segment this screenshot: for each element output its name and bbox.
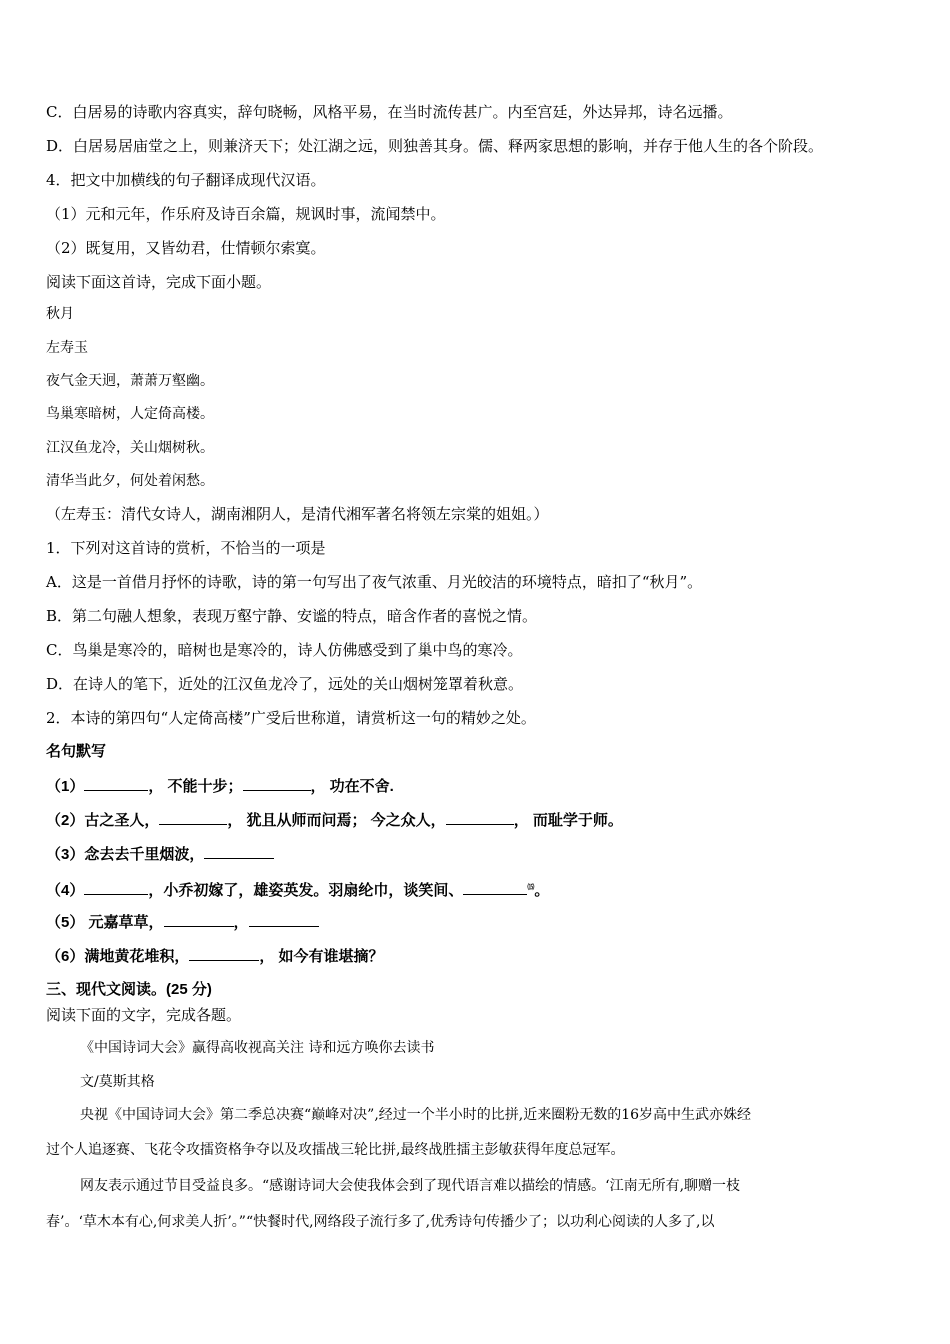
- fill-4-prefix: （4）: [46, 882, 85, 899]
- article-paragraph-2-line-1: 网友表示通过节目受益良多。“感谢诗词大会使我体会到了现代语言难以描绘的情感。‘江南无所有,聊赠一枝: [80, 1178, 741, 1194]
- fill-1-mid: ， 不能十步；: [148, 778, 243, 795]
- fill-blank: [463, 880, 527, 895]
- article-paragraph-1-line-2: 过个人追逐赛、飞花令攻擂资格争夺以及攻擂战三轮比拼,最终战胜擂主彭敏获得年度总冠军。: [46, 1142, 625, 1158]
- fill-4-mid: ，小乔初嫁了，雄姿英发。羽扇纶巾，谈笑间、: [148, 882, 464, 899]
- poem-option-d: D．在诗人的笔下，近处的江汉鱼龙冷了，远处的关山烟树笼罩着秋意。: [46, 675, 524, 693]
- fill-item-5: [46, 912, 319, 933]
- poet-note: （左寿玉：清代女诗人，湖南湘阴人，是清代湘军著名将领左宗棠的姐姐。）: [46, 505, 549, 523]
- fill-blank: [84, 880, 148, 895]
- poem-title: 秋月: [46, 306, 74, 322]
- fill-blank: [84, 776, 148, 791]
- poem-line-2: 鸟巢寒暗树，人定倚高楼。: [46, 406, 214, 422]
- poem-instruction: 阅读下面这首诗，完成下面小题。: [46, 273, 272, 291]
- fill-blank: [164, 912, 234, 927]
- fill-5-mid: ，: [233, 914, 249, 931]
- fill-blank: [159, 810, 227, 825]
- article-paragraph-1-line-1: 央视《中国诗词大会》第二季总决赛“巅峰对决”,经过一个半小时的比拼,近来圈粉无数的16岁高中生武亦姝经: [80, 1107, 752, 1123]
- section-3-instruction: 阅读下面的文字，完成各题。: [46, 1006, 242, 1024]
- poem-author: 左寿玉: [46, 340, 88, 356]
- fill-3-prefix: （3）念去去千里烟波，: [46, 846, 205, 863]
- poem-line-4: 清华当此夕，何处着闲愁。: [46, 473, 214, 489]
- poem-line-1: 夜气金天迥，萧萧万壑幽。: [46, 373, 214, 389]
- fill-5-prefix: （5） 元嘉草草，: [46, 914, 164, 931]
- poem-line-3: 江汉鱼龙冷，关山烟树秋。: [46, 440, 214, 456]
- fill-blank: [249, 912, 319, 927]
- option-c-line: C．白居易的诗歌内容真实，辞句晓畅，风格平易，在当时流传甚广。内至宫廷，外达异邦，诗名远播。: [46, 103, 733, 121]
- footnote-mark: ⒂: [527, 884, 535, 891]
- poem-option-b: B．第二句融人想象，表现万壑宁静、安谧的特点，暗含作者的喜悦之情。: [46, 607, 538, 625]
- fill-4-end: 。: [534, 882, 550, 899]
- article-title: 《中国诗词大会》赢得高收视高关注 诗和远方唤你去读书: [80, 1040, 435, 1056]
- question-4: 4．把文中加横线的句子翻译成现代汉语。: [46, 171, 326, 189]
- fill-1-end: ， 功在不舍.: [310, 778, 394, 795]
- fill-6-end: ， 如今有谁堪摘？: [259, 948, 384, 965]
- fill-2-prefix: （2）古之圣人，: [46, 812, 160, 829]
- fill-item-2: [46, 810, 623, 831]
- section-3-heading: 三、现代文阅读。(25 分): [46, 981, 212, 998]
- poem-option-c: C．鸟巢是寒冷的，暗树也是寒冷的，诗人仿佛感受到了巢中鸟的寒冷。: [46, 641, 523, 659]
- poem-option-a: A．这是一首借月抒怀的诗歌，诗的第一句写出了夜气浓重、月光皎洁的环境特点，暗扣了“秋月”。: [46, 573, 703, 591]
- fill-item-3: [46, 844, 274, 865]
- fill-2-end: ， 而耻学于师。: [513, 812, 623, 829]
- poem-question-1: 1．下列对这首诗的赏析，不恰当的一项是: [46, 539, 326, 557]
- fill-blank: [446, 810, 514, 825]
- question-4-sentence-1: （1）元和元年，作乐府及诗百余篇，规讽时事，流闻禁中。: [46, 205, 446, 223]
- fill-blank: [189, 946, 259, 961]
- fill-blank: [204, 844, 274, 859]
- section-heading: 名句默写: [46, 743, 107, 760]
- fill-1-prefix: （1）: [46, 778, 85, 795]
- option-d-line: D．白居易居庙堂之上，则兼济天下；处江湖之远，则独善其身。儒、释两家思想的影响，并存于他人生的各个阶段。: [46, 137, 824, 155]
- fill-2-mid: ， 犹且从师而问焉； 今之众人，: [227, 812, 446, 829]
- fill-6-prefix: （6）满地黄花堆积，: [46, 948, 190, 965]
- fill-item-1: [46, 776, 394, 797]
- poem-question-2: 2．本诗的第四句“人定倚高楼”广受后世称道，请赏析这一句的精妙之处。: [46, 709, 536, 727]
- question-4-sentence-2: （2）既复用，又皆幼君，仕情顿尔索寞。: [46, 239, 326, 257]
- article-paragraph-2-line-2: 春’。‘草木本有心,何求美人折’。”“快餐时代,网络段子流行多了,优秀诗句传播少了；以功利心阅读的人多了,以: [46, 1214, 715, 1230]
- fill-item-6: [46, 946, 384, 967]
- fill-blank: [243, 776, 311, 791]
- fill-item-4: [46, 878, 549, 901]
- article-byline: 文/莫斯其格: [80, 1074, 155, 1090]
